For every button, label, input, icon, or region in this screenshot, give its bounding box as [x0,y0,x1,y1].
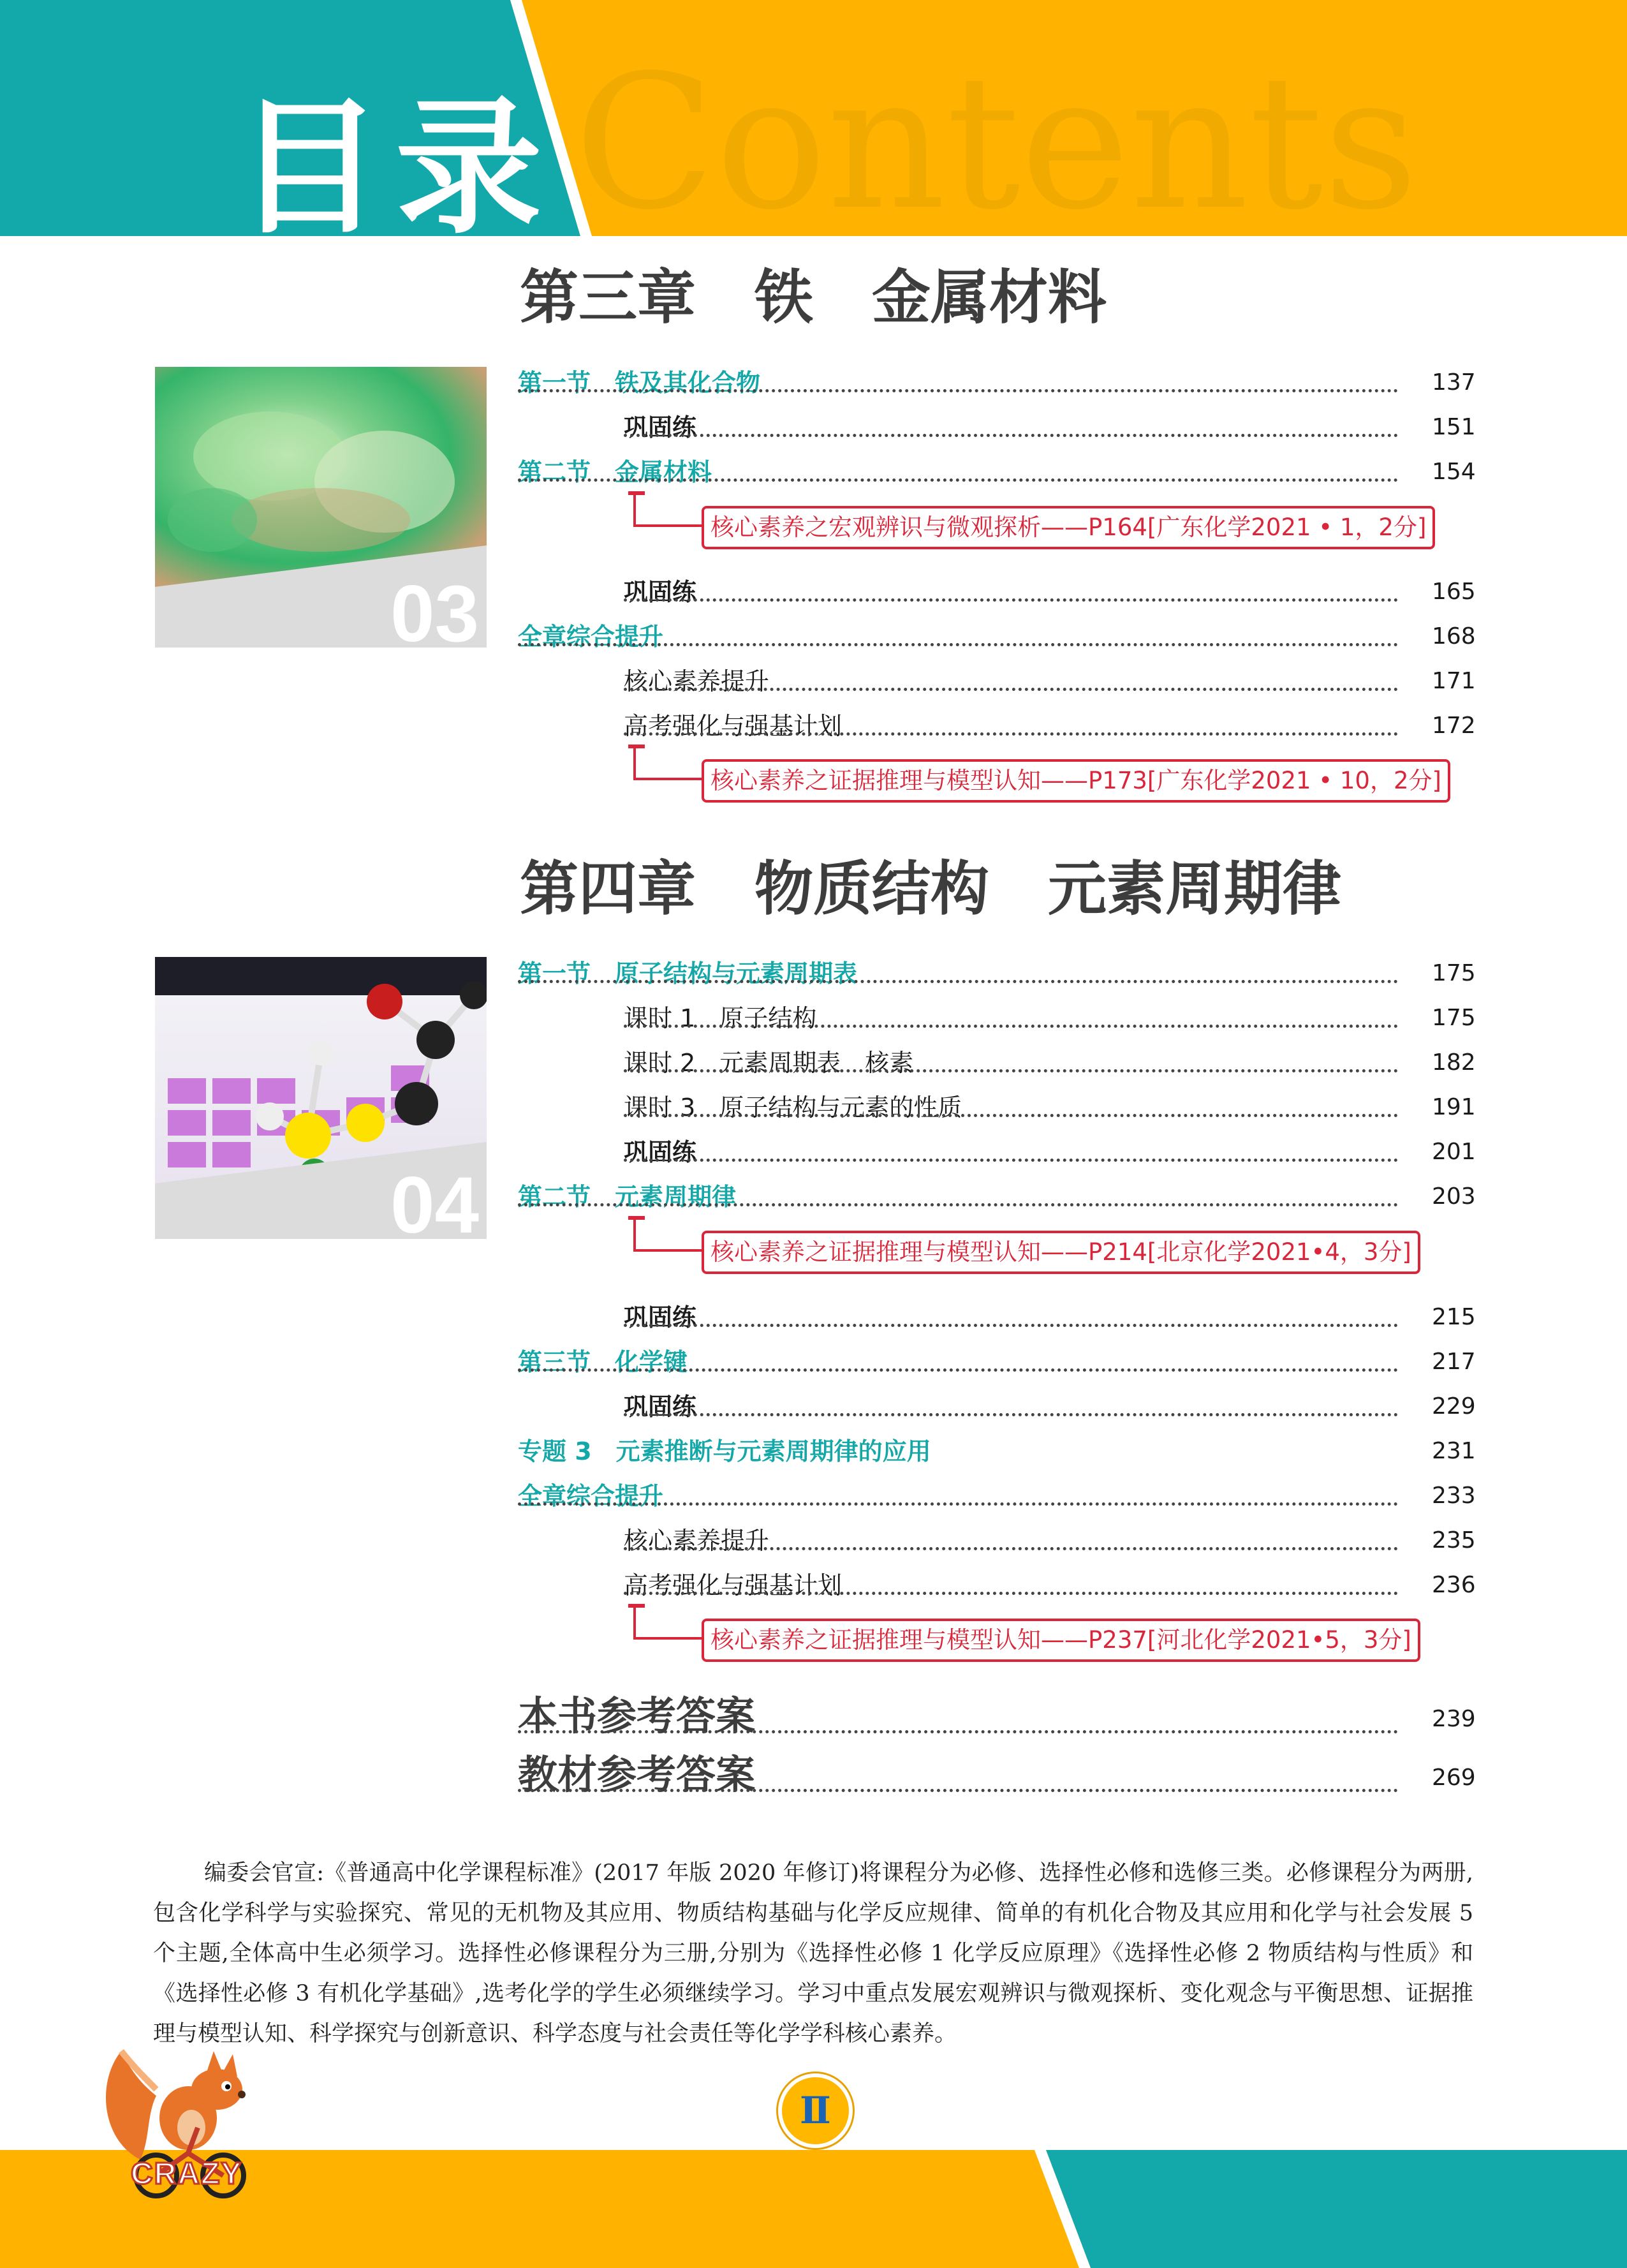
toc-entry[interactable] [0,1432,1627,1477]
toc-entry[interactable] [0,1477,1627,1522]
toc-entry-page: 235 [1432,1527,1476,1553]
toc-entry-label: 核心素养提升 [624,1522,781,1560]
toc-entry[interactable] [0,1178,1627,1222]
toc-entry-page: 236 [1432,1572,1476,1598]
toc-entry-label: 巩固练 [624,1133,708,1171]
toc-entry-page: 203 [1432,1183,1476,1210]
toc-entry-label: 高考强化与强基计划 [624,707,853,745]
toc-entry-label: 课时 2 元素周期表 核素 [624,1044,925,1082]
chapter-4-badge: 04 [390,1161,479,1239]
toc-entry-page: 172 [1432,713,1476,739]
toc-entry-label: 第二节 元素周期律 [518,1178,747,1216]
toc-entry-label: 核心素养提升 [624,662,781,700]
toc-entry[interactable] [0,453,1627,498]
toc-entry-page: 229 [1432,1393,1476,1419]
toc-entry[interactable] [0,1522,1627,1566]
toc-entry-page: 168 [1432,623,1476,649]
editorial-note: 编委会官宣:《普通高中化学课程标准》(2017 年版 2020 年修订)将课程分为必修、选择性必修和选修三类。必修课程分为两册,包含化学科学与实验探究、常见的无机物及其应用、物质结构基础与化学反应规律、简单的有机化合物及其应用和化学与社会发展 5 个主题,全体高中生必须学习。选择性必修课程分为三册,分别为《选择性必修 1 化学反应原理》《选择性必修 2 物质结构与性质》和《选择性必修 3 有机化学基础》,选考化学的学生必须继续学习。学习中重点发展宏观辨识与微观探析、变化观念与平衡思想、证据推理与模型认知、科学探究与创新意识、科学态度与社会责任等化学学科核心素养。 [153,1860,1473,2047]
dot-leader [518,1502,1398,1506]
toc-entry[interactable] [0,1388,1627,1432]
toc-entry-page: 151 [1432,414,1476,440]
toc-entry-label: 本书参考答案 [518,1691,767,1742]
toc-entry[interactable] [0,1133,1627,1178]
toc-entry[interactable] [0,1566,1627,1611]
toc-entry-page: 217 [1432,1349,1476,1375]
dot-leader [518,389,1398,392]
toc-entry-label: 巩固练 [624,408,708,447]
toc-entry-label: 第一节 原子结构与元素周期表 [518,954,869,993]
dot-leader [624,1413,1398,1416]
dot-leader [518,980,1398,983]
dot-leader [624,434,1398,437]
core-literacy-callout: 核心素养之证据推理与模型认知——P173[广东化学2021 • 10，2分] [702,759,1450,803]
dot-leader [518,1730,1398,1733]
toc-entry[interactable] [0,1298,1627,1343]
toc-entry-page: 191 [1432,1094,1476,1120]
page-number-badge: Ⅱ [778,2073,853,2148]
dot-leader [518,478,1398,482]
core-literacy-callout: 核心素养之宏观辨识与微观探析——P164[广东化学2021 • 1，2分] [702,506,1435,549]
toc-entry-page: 171 [1432,668,1476,694]
dot-leader [624,1324,1398,1327]
toc-entry[interactable] [0,1343,1627,1388]
mascot-label: CRAZY [131,2157,243,2191]
toc-entry-label: 课时 1 原子结构 [624,999,828,1037]
toc-entry-label: 全章综合提升 [518,1477,675,1515]
toc-entry[interactable] [0,618,1627,662]
dot-leader [624,1069,1398,1072]
toc-entry[interactable] [0,1088,1627,1133]
toc-entry-label: 第二节 金属材料 [518,453,723,491]
toc-entry-page: 201 [1432,1139,1476,1165]
toc-entry-page: 154 [1432,459,1476,485]
header-watermark: Contents [574,36,1418,251]
toc-entry-label: 巩固练 [624,573,708,611]
toc-entry-label: 全章综合提升 [518,618,675,656]
dot-leader [624,598,1398,602]
toc-entry[interactable] [0,573,1627,618]
toc-entry[interactable] [0,999,1627,1044]
toc-entry-page: 231 [1432,1438,1476,1464]
dot-leader [624,1159,1398,1162]
toc-entry[interactable] [0,954,1627,999]
toc-entry[interactable] [0,1044,1627,1088]
callout-connector [633,748,706,780]
toc-entry-label: 教材参考答案 [518,1749,767,1800]
core-literacy-callout: 核心素养之证据推理与模型认知——P214[北京化学2021•4，3分] [702,1231,1420,1274]
toc-entry-page: 175 [1432,960,1476,986]
callout-connector [633,1220,706,1252]
page-title: 目录 [236,84,556,254]
dot-leader [624,732,1398,736]
dot-leader [624,688,1398,691]
dot-leader [518,643,1398,646]
callout-connector [633,495,706,527]
toc-entry-answers[interactable] [0,1691,1627,1748]
toc-entry-page: 269 [1432,1765,1476,1791]
toc-entry-label: 高考强化与强基计划 [624,1566,853,1605]
core-literacy-callout: 核心素养之证据推理与模型认知——P237[河北化学2021•5，3分] [702,1619,1420,1662]
toc-entry-label: 巩固练 [624,1388,708,1426]
toc-entry-page: 182 [1432,1049,1476,1076]
dot-leader [518,1368,1398,1372]
toc-entry-page: 137 [1432,369,1476,396]
dot-leader [518,1789,1398,1792]
callout-connector [633,1608,706,1640]
dot-leader [624,1025,1398,1028]
dot-leader [624,1547,1398,1550]
dot-leader [624,1592,1398,1595]
chapter-4-title: 第四章 物质结构 元素周期律 [520,854,1342,923]
toc-entry-page: 239 [1432,1706,1476,1732]
toc-entry[interactable] [0,408,1627,453]
toc-entry-page: 215 [1432,1304,1476,1330]
toc-entry-page: 175 [1432,1005,1476,1031]
toc-entry-page: 233 [1432,1483,1476,1509]
toc-entry[interactable] [0,707,1627,752]
toc-entry-label: 第一节 铁及其化合物 [518,364,772,402]
dot-leader [624,1114,1398,1117]
toc-entry-page: 165 [1432,579,1476,605]
toc-entry-label: 专题 3 元素推断与元素周期律的应用 [518,1432,943,1471]
chapter-3-title: 第三章 铁 金属材料 [520,263,1107,332]
toc-entry-textbook-answers[interactable] [0,1749,1627,1807]
toc-entry[interactable] [0,662,1627,707]
toc-entry-label: 巩固练 [624,1298,708,1337]
chapter-3-badge: 03 [390,570,479,648]
dot-leader [518,1203,1398,1206]
toc-entry-label: 课时 3 原子结构与元素的性质 [624,1088,973,1127]
toc-entry-label: 第三节 化学键 [518,1343,699,1381]
toc-entry[interactable] [0,364,1627,408]
